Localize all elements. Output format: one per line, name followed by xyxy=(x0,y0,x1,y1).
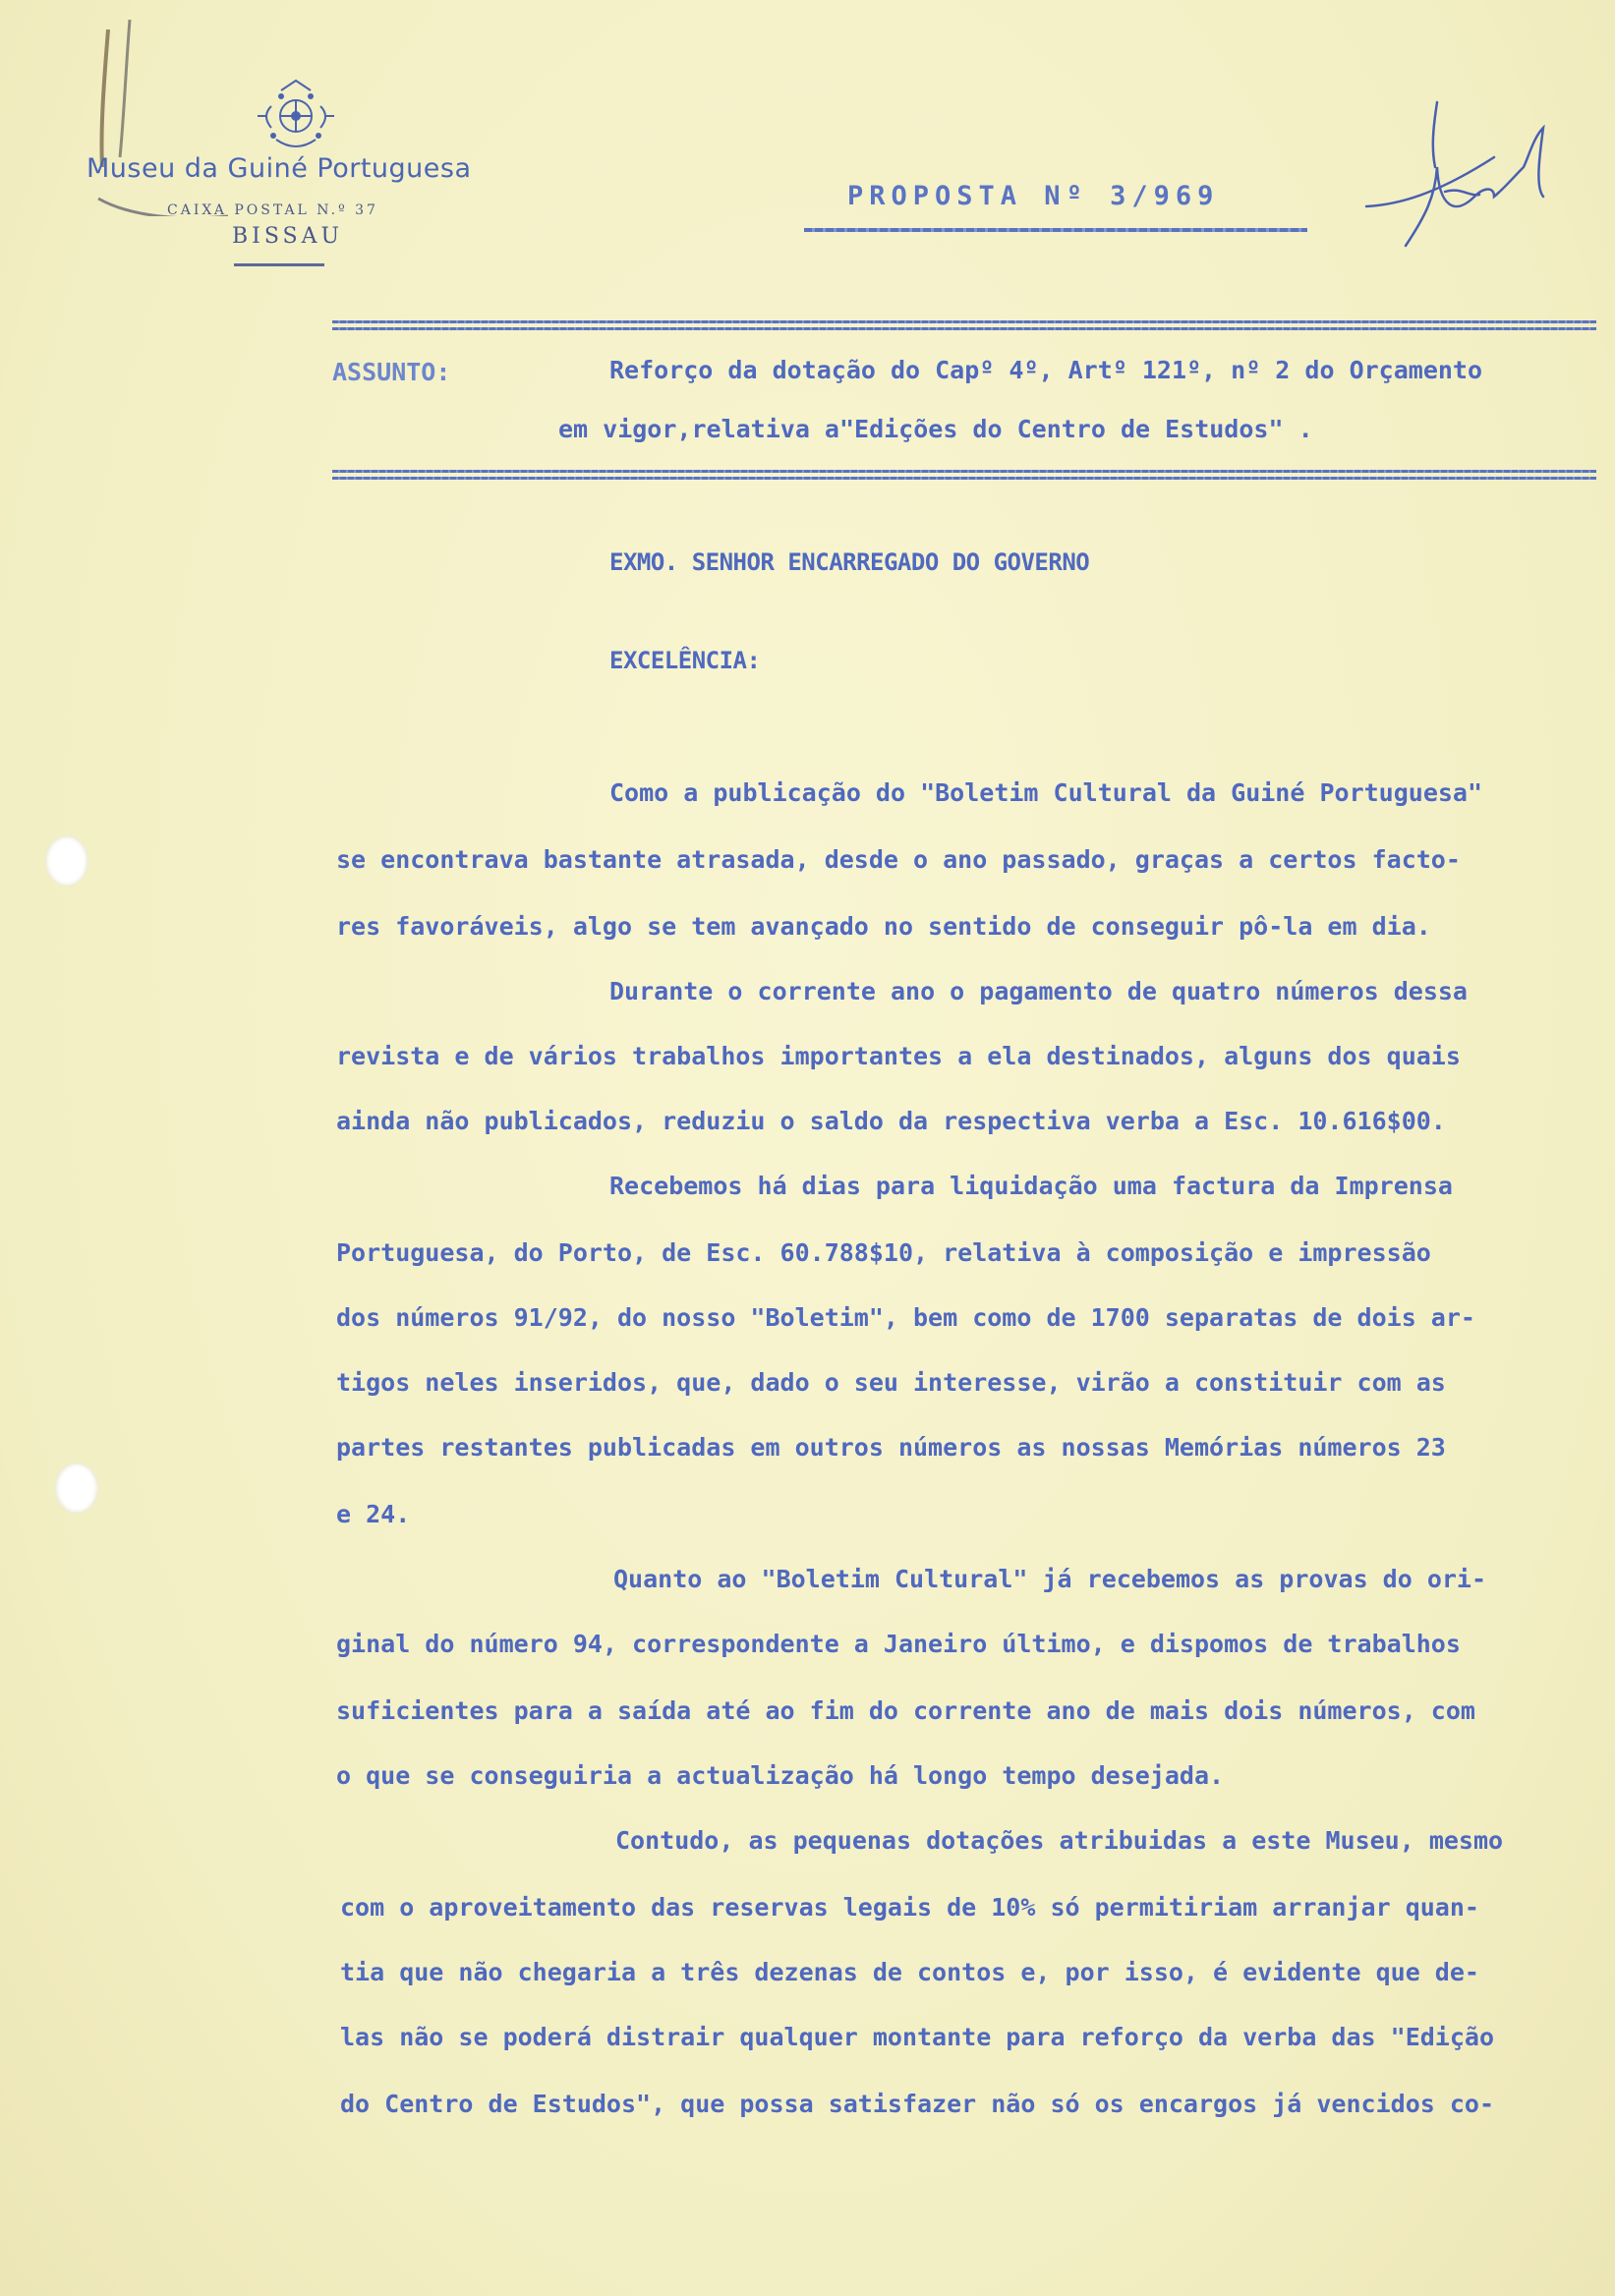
body-line: Recebemos há dias para liquidação uma factura da Imprensa xyxy=(609,1172,1453,1200)
body-line: partes restantes publicadas em outros números as nossas Memórias números 23 xyxy=(336,1433,1446,1462)
body-line: Como a publicação do "Boletim Cultural da Guiné Portuguesa" xyxy=(609,778,1483,807)
subject-label: ASSUNTO: xyxy=(332,358,451,386)
body-line: tigos neles inseridos, que, dado o seu interesse, virão a constituir com as xyxy=(336,1368,1446,1397)
handwritten-signature xyxy=(1347,98,1573,256)
punch-hole xyxy=(45,835,88,887)
city-underline xyxy=(234,263,324,266)
museum-name: Museu da Guiné Portuguesa xyxy=(87,153,472,184)
city-name: BISSAU xyxy=(232,224,344,249)
body-line: las não se poderá distrair qualquer montante para reforço da verba das "Edição xyxy=(340,2023,1494,2051)
body-line: tia que não chegaria a três dezenas de contos e, por isso, é evidente que de- xyxy=(340,1958,1479,1986)
greeting: EXCELÊNCIA: xyxy=(609,647,761,674)
body-line: do Centro de Estudos", que possa satisfazer não só os encargos já vencidos co- xyxy=(340,2090,1494,2118)
body-line: se encontrava bastante atrasada, desde o ano passado, graças a certos facto- xyxy=(336,845,1461,874)
body-line: e 24. xyxy=(336,1500,411,1528)
subject-line-2: em vigor,relativa a"Edições do Centro de Estudos" . xyxy=(558,415,1313,443)
body-line: Contudo, as pequenas dotações atribuidas a este Museu, mesmo xyxy=(615,1826,1504,1855)
body-line: dos números 91/92, do nosso "Boletim", bem como de 1700 separatas de dois ar- xyxy=(336,1303,1475,1332)
postal-box: CAIXA POSTAL N.º 37 xyxy=(167,202,378,218)
punch-hole xyxy=(55,1463,98,1514)
subject-top-rule xyxy=(332,320,1596,332)
recipient: EXMO. SENHOR ENCARREGADO DO GOVERNO xyxy=(609,548,1090,576)
ink-marks xyxy=(90,20,258,216)
body-line: o que se conseguiria a actualização há longo tempo desejada. xyxy=(336,1761,1225,1790)
subject-bottom-rule xyxy=(332,470,1596,482)
museum-crest-icon xyxy=(252,77,340,155)
body-line: Portuguesa, do Porto, de Esc. 60.788$10, relativa à composição e impressão xyxy=(336,1238,1431,1267)
proposal-number: PROPOSTA Nº 3/969 xyxy=(847,181,1220,211)
body-line: com o aproveitamento das reservas legais de 10% só permitiriam arranjar quan- xyxy=(340,1893,1479,1922)
body-line: revista e de vários trabalhos importantes a ela destinados, alguns dos quais xyxy=(336,1042,1461,1070)
body-line: suficientes para a saída até ao fim do corrente ano de mais dois números, com xyxy=(336,1696,1475,1725)
body-line: Quanto ao "Boletim Cultural" já recebemos as provas do ori- xyxy=(613,1565,1487,1593)
body-line: ainda não publicados, reduziu o saldo da respectiva verba a Esc. 10.616$00. xyxy=(336,1107,1446,1135)
body-line: ginal do número 94, correspondente a Janeiro último, e dispomos de trabalhos xyxy=(336,1630,1461,1658)
body-line: res favoráveis, algo se tem avançado no sentido de conseguir pô-la em dia. xyxy=(336,912,1431,941)
subject-line-1: Reforço da dotação do Capº 4º, Artº 121º, nº 2 do Orçamento xyxy=(609,356,1483,384)
proposal-underline xyxy=(804,228,1307,232)
body-line: Durante o corrente ano o pagamento de quatro números dessa xyxy=(609,977,1468,1005)
